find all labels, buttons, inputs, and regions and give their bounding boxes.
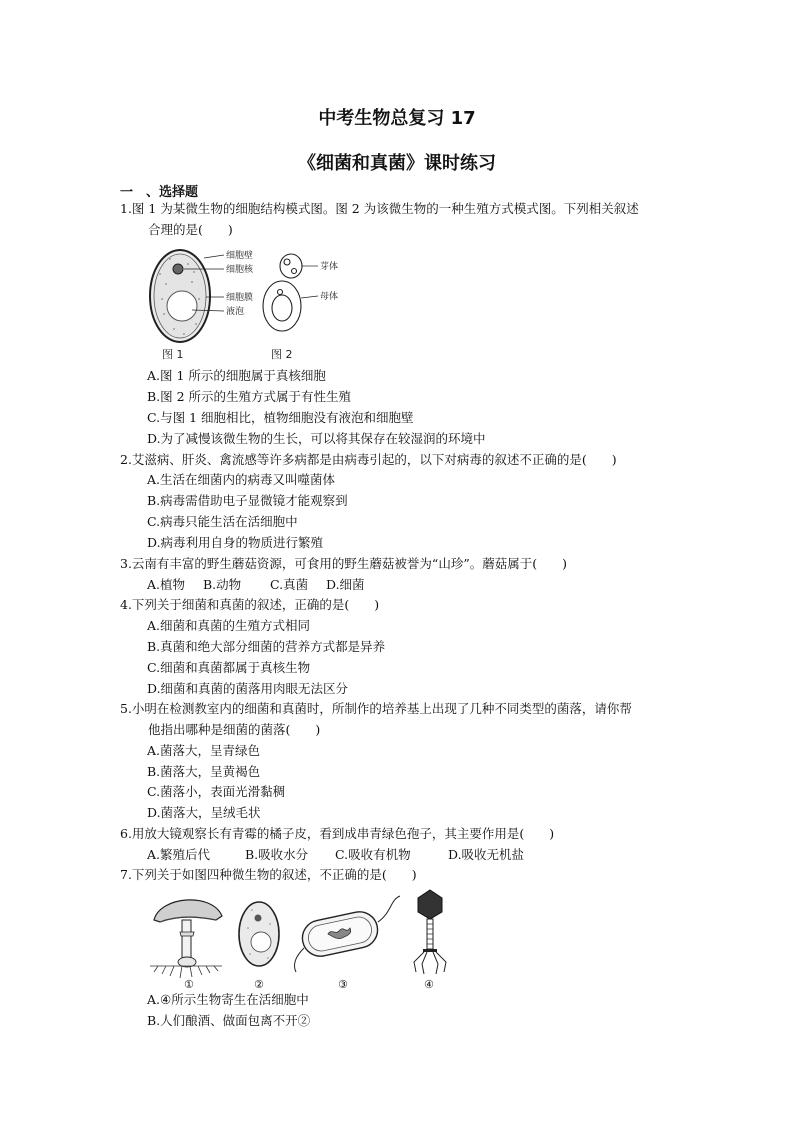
- yeast-cell-diagram: [150, 250, 210, 342]
- fig-label-3: ③: [338, 978, 348, 991]
- q1-option-c: C.与图 1 细胞相比，植物细胞没有液泡和细胞壁: [147, 410, 414, 425]
- q4-option-b: B.真菌和绝大部分细菌的营养方式都是异养: [147, 639, 386, 654]
- q3-option-a: A.植物: [147, 577, 186, 592]
- q1-option-d: D.为了减慢该微生物的生长，可以将其保存在较湿润的环境中: [147, 431, 486, 446]
- q2-option-c: C.病毒只能生活在活细胞中: [147, 514, 298, 529]
- q7-stem: 7.下列关于如图四种微生物的叙述，不正确的是( ): [120, 867, 417, 882]
- q6-option-d: D.吸收无机盐: [448, 847, 525, 862]
- q2-stem: 2.艾滋病、肝炎、禽流感等许多病都是由病毒引起的，以下对病毒的叙述不正确的是( ): [120, 452, 617, 467]
- q4-option-c: C.细菌和真菌都属于真核生物: [147, 660, 311, 675]
- q6-option-b: B.吸收水分: [245, 847, 309, 862]
- label-mother-cell: 母体: [320, 292, 339, 302]
- label-vacuole: 液泡: [226, 307, 245, 317]
- fig-label-4: ④: [424, 978, 434, 991]
- q1-figure: [144, 244, 364, 364]
- q4-option-d: D.细菌和真菌的菌落用肉眼无法区分: [147, 681, 349, 696]
- yeast-drawing: [239, 902, 279, 966]
- q7-option-a: A.④所示生物寄生在活细胞中: [147, 992, 309, 1007]
- page-title: 中考生物总复习 17: [318, 108, 476, 129]
- bacterium-drawing: [294, 896, 400, 972]
- q2-option-a: A.生活在细菌内的病毒又叫噬菌体: [147, 472, 336, 487]
- q6-stem: 6.用放大镜观察长有青霉的橘子皮，看到成串青绿色孢子，其主要作用是( ): [120, 826, 555, 841]
- page-subtitle: 《细菌和真菌》课时练习: [298, 153, 496, 174]
- q2-option-b: B.病毒需借助电子显微镜才能观察到: [147, 493, 348, 508]
- bacteriophage-drawing: [414, 890, 446, 974]
- mushroom-drawing: [150, 900, 222, 978]
- q3-option-c: C.真菌: [270, 577, 309, 592]
- q3-option-b: B.动物: [203, 577, 242, 592]
- label-cell-membrane: 细胞膜: [226, 293, 254, 303]
- q1-stem-line2: 合理的是( ): [148, 222, 233, 237]
- q5-stem-line1: 5.小明在检测教室内的细菌和真菌时，所制作的培养基上出现了几种不同类型的菌落，请你帮: [120, 701, 632, 716]
- fig-label-2: ②: [254, 978, 264, 991]
- q1-option-b: B.图 2 所示的生殖方式属于有性生殖: [147, 389, 352, 404]
- q7-figure: [146, 886, 466, 992]
- q3-options: [147, 576, 365, 594]
- q5-option-d: D.菌落大，呈绒毛状: [147, 805, 261, 820]
- q1-option-a: A.图 1 所示的细胞属于真核细胞: [147, 368, 326, 383]
- label-nucleus: 细胞核: [226, 265, 254, 275]
- q1-stem-line1: 1.图 1 为某微生物的细胞结构模式图。图 2 为该微生物的一种生殖方式模式图。下列相关叙述: [120, 201, 639, 216]
- budding-diagram: [263, 254, 302, 331]
- fig-label-1: ①: [184, 978, 194, 991]
- section-heading: 一 、选择题: [120, 185, 199, 200]
- q5-option-a: A.菌落大，呈青绿色: [147, 743, 261, 758]
- q7-option-b: B.人们酿酒、做面包离不开②: [147, 1013, 311, 1028]
- q4-option-a: A.细菌和真菌的生殖方式相同: [147, 618, 311, 633]
- label-cell-wall: 细胞壁: [226, 251, 254, 261]
- q3-option-d: D.细菌: [326, 577, 365, 592]
- q6-option-c: C.吸收有机物: [335, 847, 411, 862]
- q2-option-d: D.病毒利用自身的物质进行繁殖: [147, 535, 324, 550]
- q5-option-c: C.菌落小，表面光滑黏稠: [147, 784, 286, 799]
- q5-stem-line2: 他指出哪种是细菌的菌落( ): [148, 722, 321, 737]
- fig1-caption: 图 1: [162, 348, 184, 361]
- q6-option-a: A.繁殖后代: [147, 847, 211, 862]
- label-bud: 芽体: [320, 262, 339, 272]
- q6-options: [147, 846, 524, 864]
- q4-stem: 4.下列关于细菌和真菌的叙述，正确的是( ): [120, 597, 380, 612]
- fig2-caption: 图 2: [271, 348, 293, 361]
- q5-option-b: B.菌落大，呈黄褐色: [147, 764, 261, 779]
- q3-stem: 3.云南有丰富的野生蘑菇资源，可食用的野生蘑菇被誉为“山珍”。蘑菇属于( ): [120, 556, 567, 571]
